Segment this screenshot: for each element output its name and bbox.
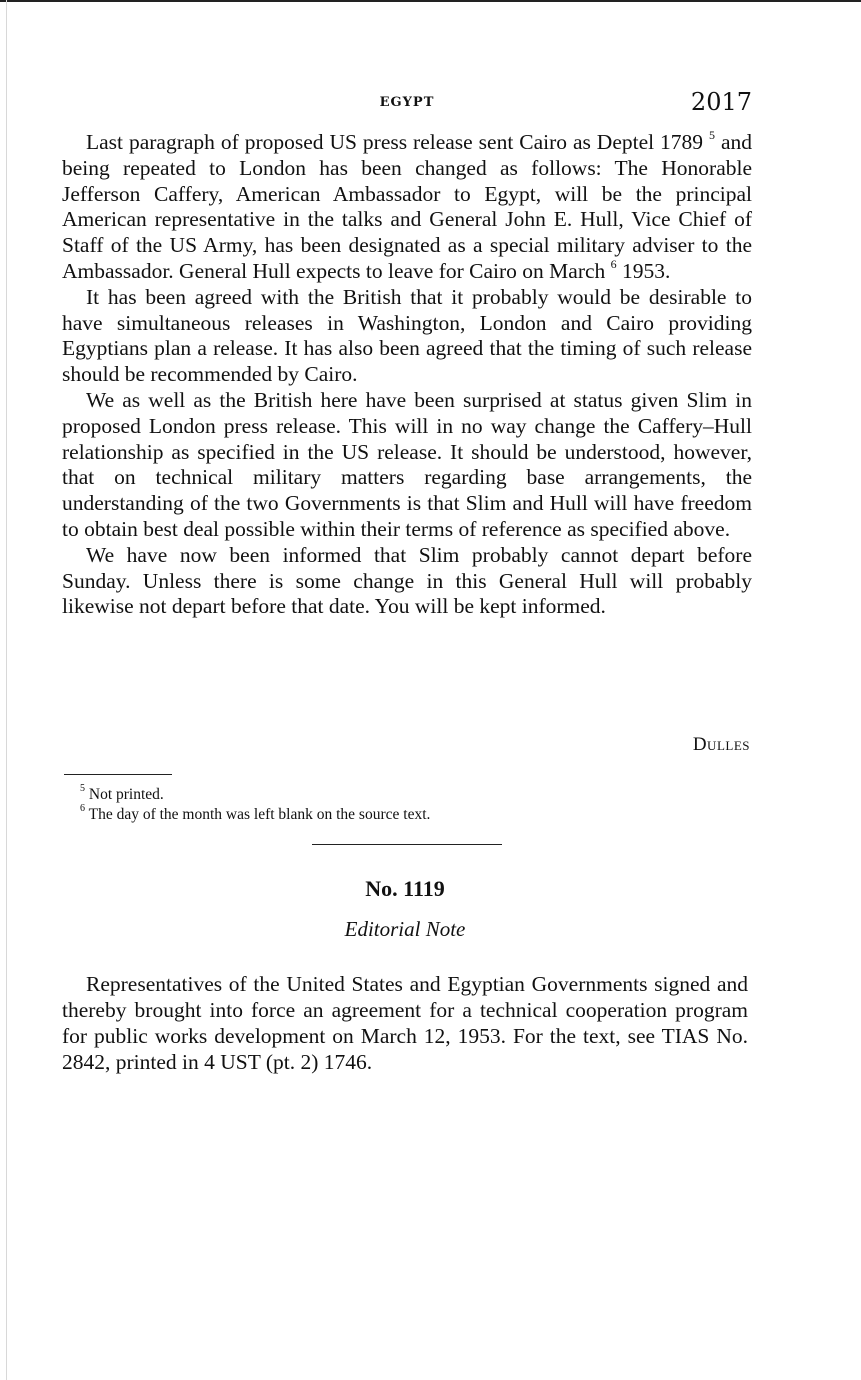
document-subtitle: Editorial Note: [344, 917, 466, 941]
paragraph-1-text-a: Last paragraph of proposed US press release sent Cairo as Deptel 1789: [86, 130, 704, 154]
footnote-ref-6: 6: [610, 256, 617, 271]
footnote-divider: [64, 774, 172, 775]
editorial-note: [62, 971, 748, 1075]
telegram-body: [62, 127, 753, 620]
signature: Dulles: [692, 734, 750, 755]
section-divider: [312, 844, 502, 845]
paragraph-2: It has been agreed with the British that it probably would be desirable to have simultaneous releases in Washington, London and Cairo providing Egyptians plan a release. It has also been agreed that the timing of such release should be recommended by Cairo.: [62, 284, 752, 387]
footnote-ref-5: 5: [709, 127, 716, 142]
footnote-6: [80, 802, 740, 825]
footnotes: [80, 782, 740, 825]
page-top-edge: [0, 0, 861, 2]
running-head: [62, 88, 752, 122]
footnote-mark: 5: [80, 782, 85, 794]
document-number: No. 1119: [365, 876, 445, 901]
footnote-text: Not printed.: [88, 786, 164, 803]
paragraph-1-text-c: 1953.: [616, 258, 671, 283]
footnote-5: [80, 782, 740, 805]
editorial-note-text: Representatives of the United States and Egyptian Governments signed and thereby brought into force an agreement for a technical cooperation program for public works development on March 12, 1953. For the text, see TIAS No. 2842, printed in 4 UST (pt. 2) 1746.: [62, 972, 748, 1074]
section-title: EGYPT: [379, 95, 435, 110]
footnote-mark: 6: [80, 802, 85, 814]
paragraph-3: We as well as the British here have been surprised at status given Slim in proposed London press release. This will in no way change the Caffery–Hull relationship as specified in the US release. It should be understood, however, that on technical military matters regarding base arrangements, the understanding of the two Governments is that Slim and Hull will have freedom to obtain best deal possible within their terms of reference as specified above.: [62, 387, 752, 541]
paragraph-1-text-b: and being repeated to London has been changed as follows: The Honorable Jefferson Caffery, American Ambassador to Egypt, will be the principal American representative in the talks and General John E. Hull, Vice Chief of Staff of the US Army, has been designated as a special military adviser to the Ambassador. General Hull expects to leave for Cairo on March: [62, 130, 753, 283]
paragraph-1: [62, 127, 753, 285]
page-left-edge: [6, 0, 7, 1380]
footnote-text: The day of the month was left blank on the source text.: [88, 806, 431, 823]
paragraph-4: We have now been informed that Slim probably cannot depart before Sunday. Unless there is some change in this General Hull will probably likewise not depart before that date. You will be kept informed.: [62, 542, 752, 619]
page-number: 2017: [690, 88, 752, 116]
